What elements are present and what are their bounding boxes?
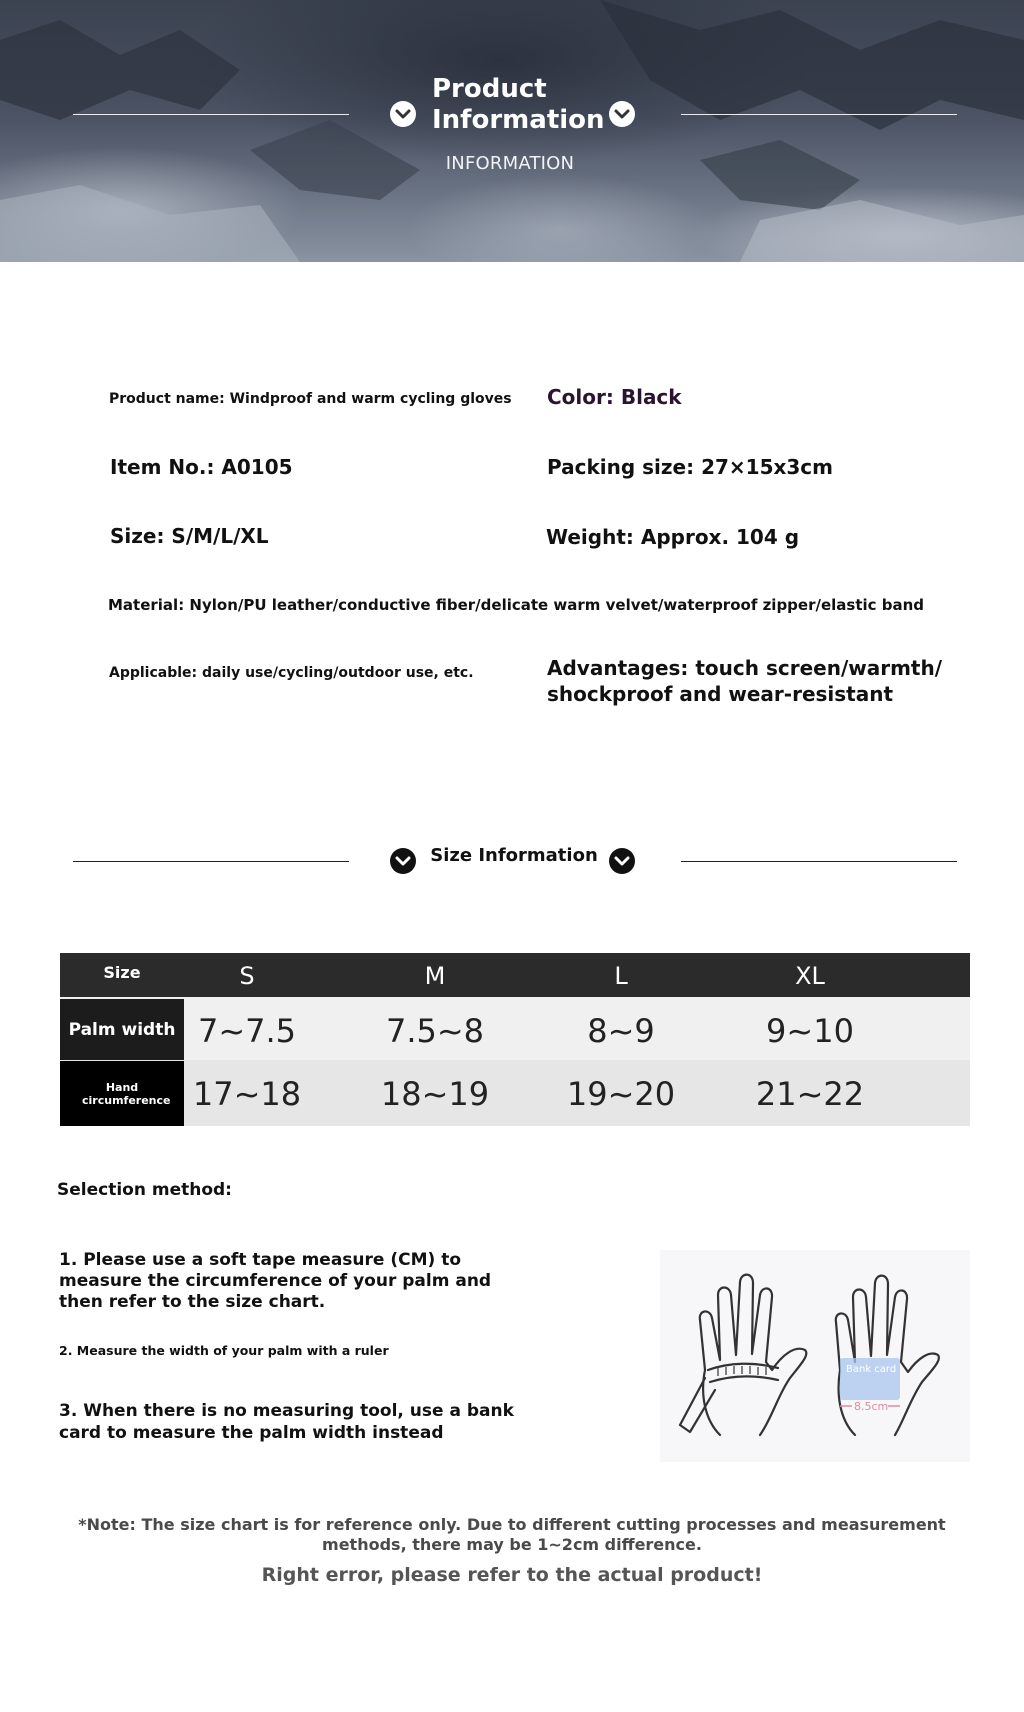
table-cell: 17~18 (192, 1075, 302, 1113)
size-column-header: XL (795, 962, 825, 990)
product-note: Right error, please refer to the actual product! (261, 1564, 763, 1586)
hand-measurement-illustration (660, 1250, 970, 1462)
product-weight: Weight: Approx. 104 g (546, 525, 800, 549)
product-material: Material: Nylon/PU leather/conductive fiber/delicate warm velvet/waterproof zipper/elastic band (108, 596, 925, 614)
selection-step-1: 1. Please use a soft tape measure (CM) to measure the circumference of your palm and then refer to the size chart. (59, 1250, 492, 1312)
section-divider-right (681, 861, 957, 862)
size-column-header: S (239, 962, 255, 990)
bank-card-label: Bank card (846, 1364, 897, 1375)
selection-title: Selection method: (57, 1180, 232, 1200)
banner-divider-left (73, 114, 349, 115)
product-item-no: Item No.: A0105 (110, 455, 293, 479)
size-table (60, 953, 970, 1126)
banner-title: Product Information (432, 74, 605, 135)
size-note: *Note: The size chart is for reference only. Due to different cutting processes and measurement methods, there may be 1~2cm difference. (78, 1515, 946, 1554)
size-column-header: M (424, 962, 446, 990)
chevron-down-icon (609, 101, 635, 127)
product-advantages: Advantages: touch screen/warmth/ shockproof and wear-resistant (547, 656, 943, 706)
chevron-down-icon (390, 848, 416, 874)
table-cell: 19~20 (566, 1075, 676, 1113)
product-color: Color: Black (547, 385, 682, 409)
table-cell: 7.5~8 (385, 1012, 485, 1050)
header-banner (0, 0, 1024, 262)
chevron-down-icon (390, 101, 416, 127)
table-cell: 7~7.5 (197, 1012, 297, 1050)
product-packing-size: Packing size: 27×15x3cm (547, 455, 834, 479)
banner-subtitle: INFORMATION (445, 153, 575, 174)
section-divider-left (73, 861, 349, 862)
table-cell: 21~22 (755, 1075, 865, 1113)
selection-step-3: 3. When there is no measuring tool, use a bank card to measure the palm width instead (59, 1401, 514, 1443)
banner-divider-right (681, 114, 957, 115)
table-cell: 8~9 (587, 1012, 655, 1050)
size-section-title: Size Information (430, 845, 598, 866)
table-cell: 18~19 (380, 1075, 490, 1113)
row-label-text: Hand circumference (82, 1080, 171, 1107)
product-name: Product name: Windproof and warm cycling gloves (109, 391, 512, 407)
size-header-label: Size (103, 963, 141, 982)
selection-step-2: 2. Measure the width of your palm with a ruler (59, 1343, 389, 1358)
size-column-header: L (614, 962, 628, 990)
chevron-down-icon (609, 848, 635, 874)
row-label-palm-width: Palm width (60, 999, 184, 1060)
card-width-label: 8.5cm (854, 1400, 889, 1413)
product-size: Size: S/M/L/XL (110, 524, 269, 548)
hand-illustration-svg (660, 1250, 970, 1462)
table-cell: 9~10 (766, 1012, 854, 1050)
product-applicable: Applicable: daily use/cycling/outdoor use, etc. (109, 665, 474, 681)
